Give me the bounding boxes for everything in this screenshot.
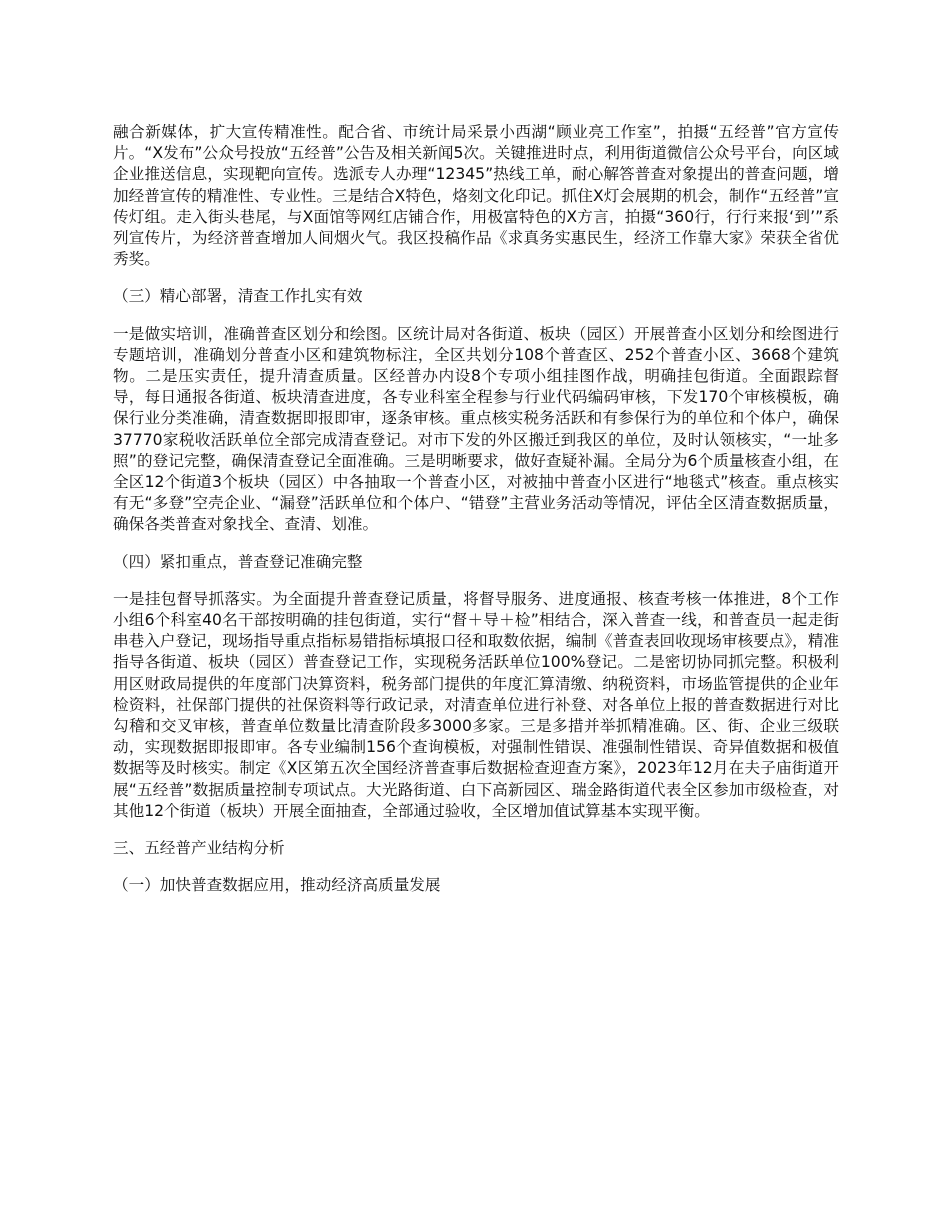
paragraph-verification: 一是做实培训，准确普查区划分和绘图。区统计局对各街道、板块（园区）开展普查小区划分和绘图进行专题培训，准确划分普查小区和建筑物标注，全区共划分108个普查区、252个普查小区、3668个建筑物。二是压实责任，提升清查质量。区经普办内设8个专项小组挂图作战，明确挂包街道。全面跟踪督导，每日通报各街道、板块清查进度，各专业科室全程参与行业代码编码审核，下发170个审核模板，确保行业分类准确，清查数据即报即审，逐条审核。重点核实税务活跃和有参保行为的单位和个体户，确保37770家税收活跃单位全部完成清查登记。对市下发的外区搬迁到我区的单位，及时认领核实，“一址多照”的登记完整，确保清查登记全面准确。三是明晰要求，做好查疑补漏。全局分为6个质量核查小组，在全区12个街道3个板块（园区）中各抽取一个普查小区，对被抽中普查小区进行“地毯式”核查。重点核实有无“多登”空壳企业、“漏登”活跃单位和个体户、“错登”主营业务活动等情况，评估全区清查数据质量，确保各类普查对象找全、查清、划准。: [113, 324, 839, 534]
chapter-heading-industry-structure: 三、五经普产业结构分析: [113, 839, 285, 858]
document-page: [113, 122, 839, 913]
section-heading-data-application: （一）加快普查数据应用，推动经济高质量发展: [113, 876, 441, 895]
section-heading-verification: （三）精心部署，清查工作扎实有效: [113, 287, 363, 306]
section-heading-registration: （四）紧扣重点，普查登记准确完整: [113, 552, 363, 571]
paragraph-registration: 一是挂包督导抓落实。为全面提升普查登记质量，将督导服务、进度通报、核查考核一体推进，8个工作小组6个科室40名干部按明确的挂包街道，实行“督＋导＋检”相结合，深入普查一线，和普查员一起走街串巷入户登记，现场指导重点指标易错指标填报口径和取数依据，编制《普查表回收现场审核要点》，精准指导各街道、板块（园区）普查登记工作，实现税务活跃单位100%登记。二是密切协同抓完整。积极利用区财政局提供的年度部门决算资料，税务部门提供的年度汇算清缴、纳税资料，市场监管提供的企业年检资料，社保部门提供的社保资料等行政记录，对清查单位进行补登、对各单位上报的普查数据进行对比勾稽和交叉审核，普查单位数量比清查阶段多3000多家。三是多措并举抓精准确。区、街、企业三级联动，实现数据即报即审。各专业编制156个查询模板，对强制性错误、准强制性错误、奇异值数据和极值数据等及时核实。制定《X区第五次全国经济普查事后数据检查迎查方案》，2023年12月在夫子庙街道开展“五经普”数据质量控制专项试点。大光路街道、白下高新园区、瑞金路街道代表全区参加市级检查，对其他12个街道（板块）开展全面抽查，全部通过验收，全区增加值试算基本实现平衡。: [113, 589, 839, 820]
paragraph-publicity: 融合新媒体，扩大宣传精准性。配合省、市统计局采景小西湖“顾业亮工作室”，拍摄“五经普”官方宣传片。“X发布”公众号投放“五经普”公告及相关新闻5次。关键推进时点，利用街道微信公众号平台，向区域企业推送信息，实现靶向宣传。选派专人办理“12345”热线工单，耐心解答普查对象提出的普查问题，增加经普宣传的精准性、专业性。三是结合X特色，烙刻文化印记。抓住X灯会展期的机会，制作“五经普”宣传灯组。走入街头巷尾，与X面馆等网红店铺合作，用极富特色的X方言，拍摄“360行，行行来报‘到’”系列宣传片，为经济普查增加人间烟火气。我区投稿作品《求真务实惠民生，经济工作靠大家》荣获全省优秀奖。: [113, 123, 839, 269]
